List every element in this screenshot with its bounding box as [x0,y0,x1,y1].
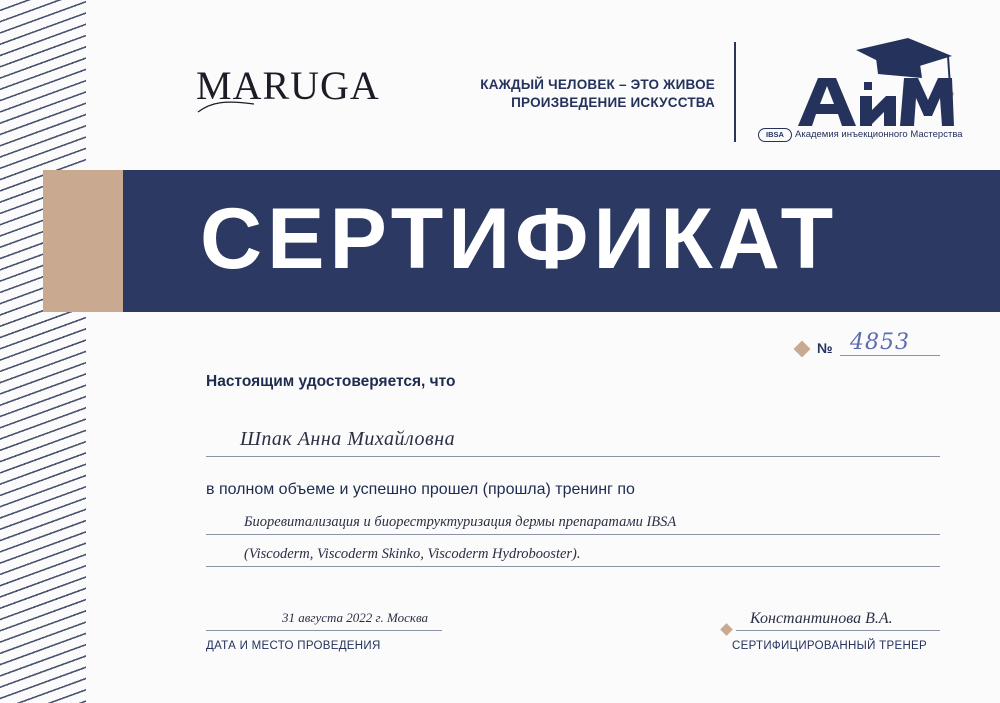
course-line-2: (Viscoderm, Viscoderm Skinko, Viscoderm Hydrobooster). [244,546,581,562]
header-divider [734,42,736,142]
course-rule-1 [206,534,940,535]
recipient-name: Шпак Анна Михайловна [240,428,456,450]
slogan-line-2: ПРОИЗВЕДЕНИЕ ИСКУССТВА [511,95,715,110]
name-rule [206,456,940,457]
tan-accent-block [43,170,123,312]
diamond-icon [794,341,811,358]
stripes-fade [86,0,100,703]
date-rule [206,630,442,631]
ibsa-badge: IBSA [758,128,792,142]
trainer-rule [736,630,940,631]
event-date-place: 31 августа 2022 г. Москва [282,610,429,625]
certificate-number: 4853 [850,330,910,355]
slogan [455,76,715,112]
trainer-name: Константинова В.А. [750,610,893,627]
course-line-1: Биоревитализация и биореструктуризация дермы препаратами IBSA [244,514,677,530]
statement-text: в полном объеме и успешно прошел (прошла) тренинг по [206,481,635,498]
maruga-logo: MARUGA [196,63,380,108]
certificate-title: СЕРТИФИКАТ [200,191,839,287]
course-rule-2 [206,566,940,567]
diamond-small-icon [720,623,733,636]
slogan-line-1: КАЖДЫЙ ЧЕЛОВЕК – ЭТО ЖИВОЕ [480,77,715,92]
aim-letters-icon [798,78,954,126]
trainer-caption: СЕРТИФИЦИРОВАННЫЙ ТРЕНЕР [732,640,927,652]
maruga-swash-icon [196,98,256,116]
date-caption: ДАТА И МЕСТО ПРОВЕДЕНИЯ [206,640,381,652]
number-rule [840,355,940,356]
decorative-stripes [0,0,86,703]
number-label: № [817,340,833,356]
intro-text: Настоящим удостоверяется, что [206,373,456,390]
aim-caption: Академия инъекционного Мастерства [795,129,963,140]
